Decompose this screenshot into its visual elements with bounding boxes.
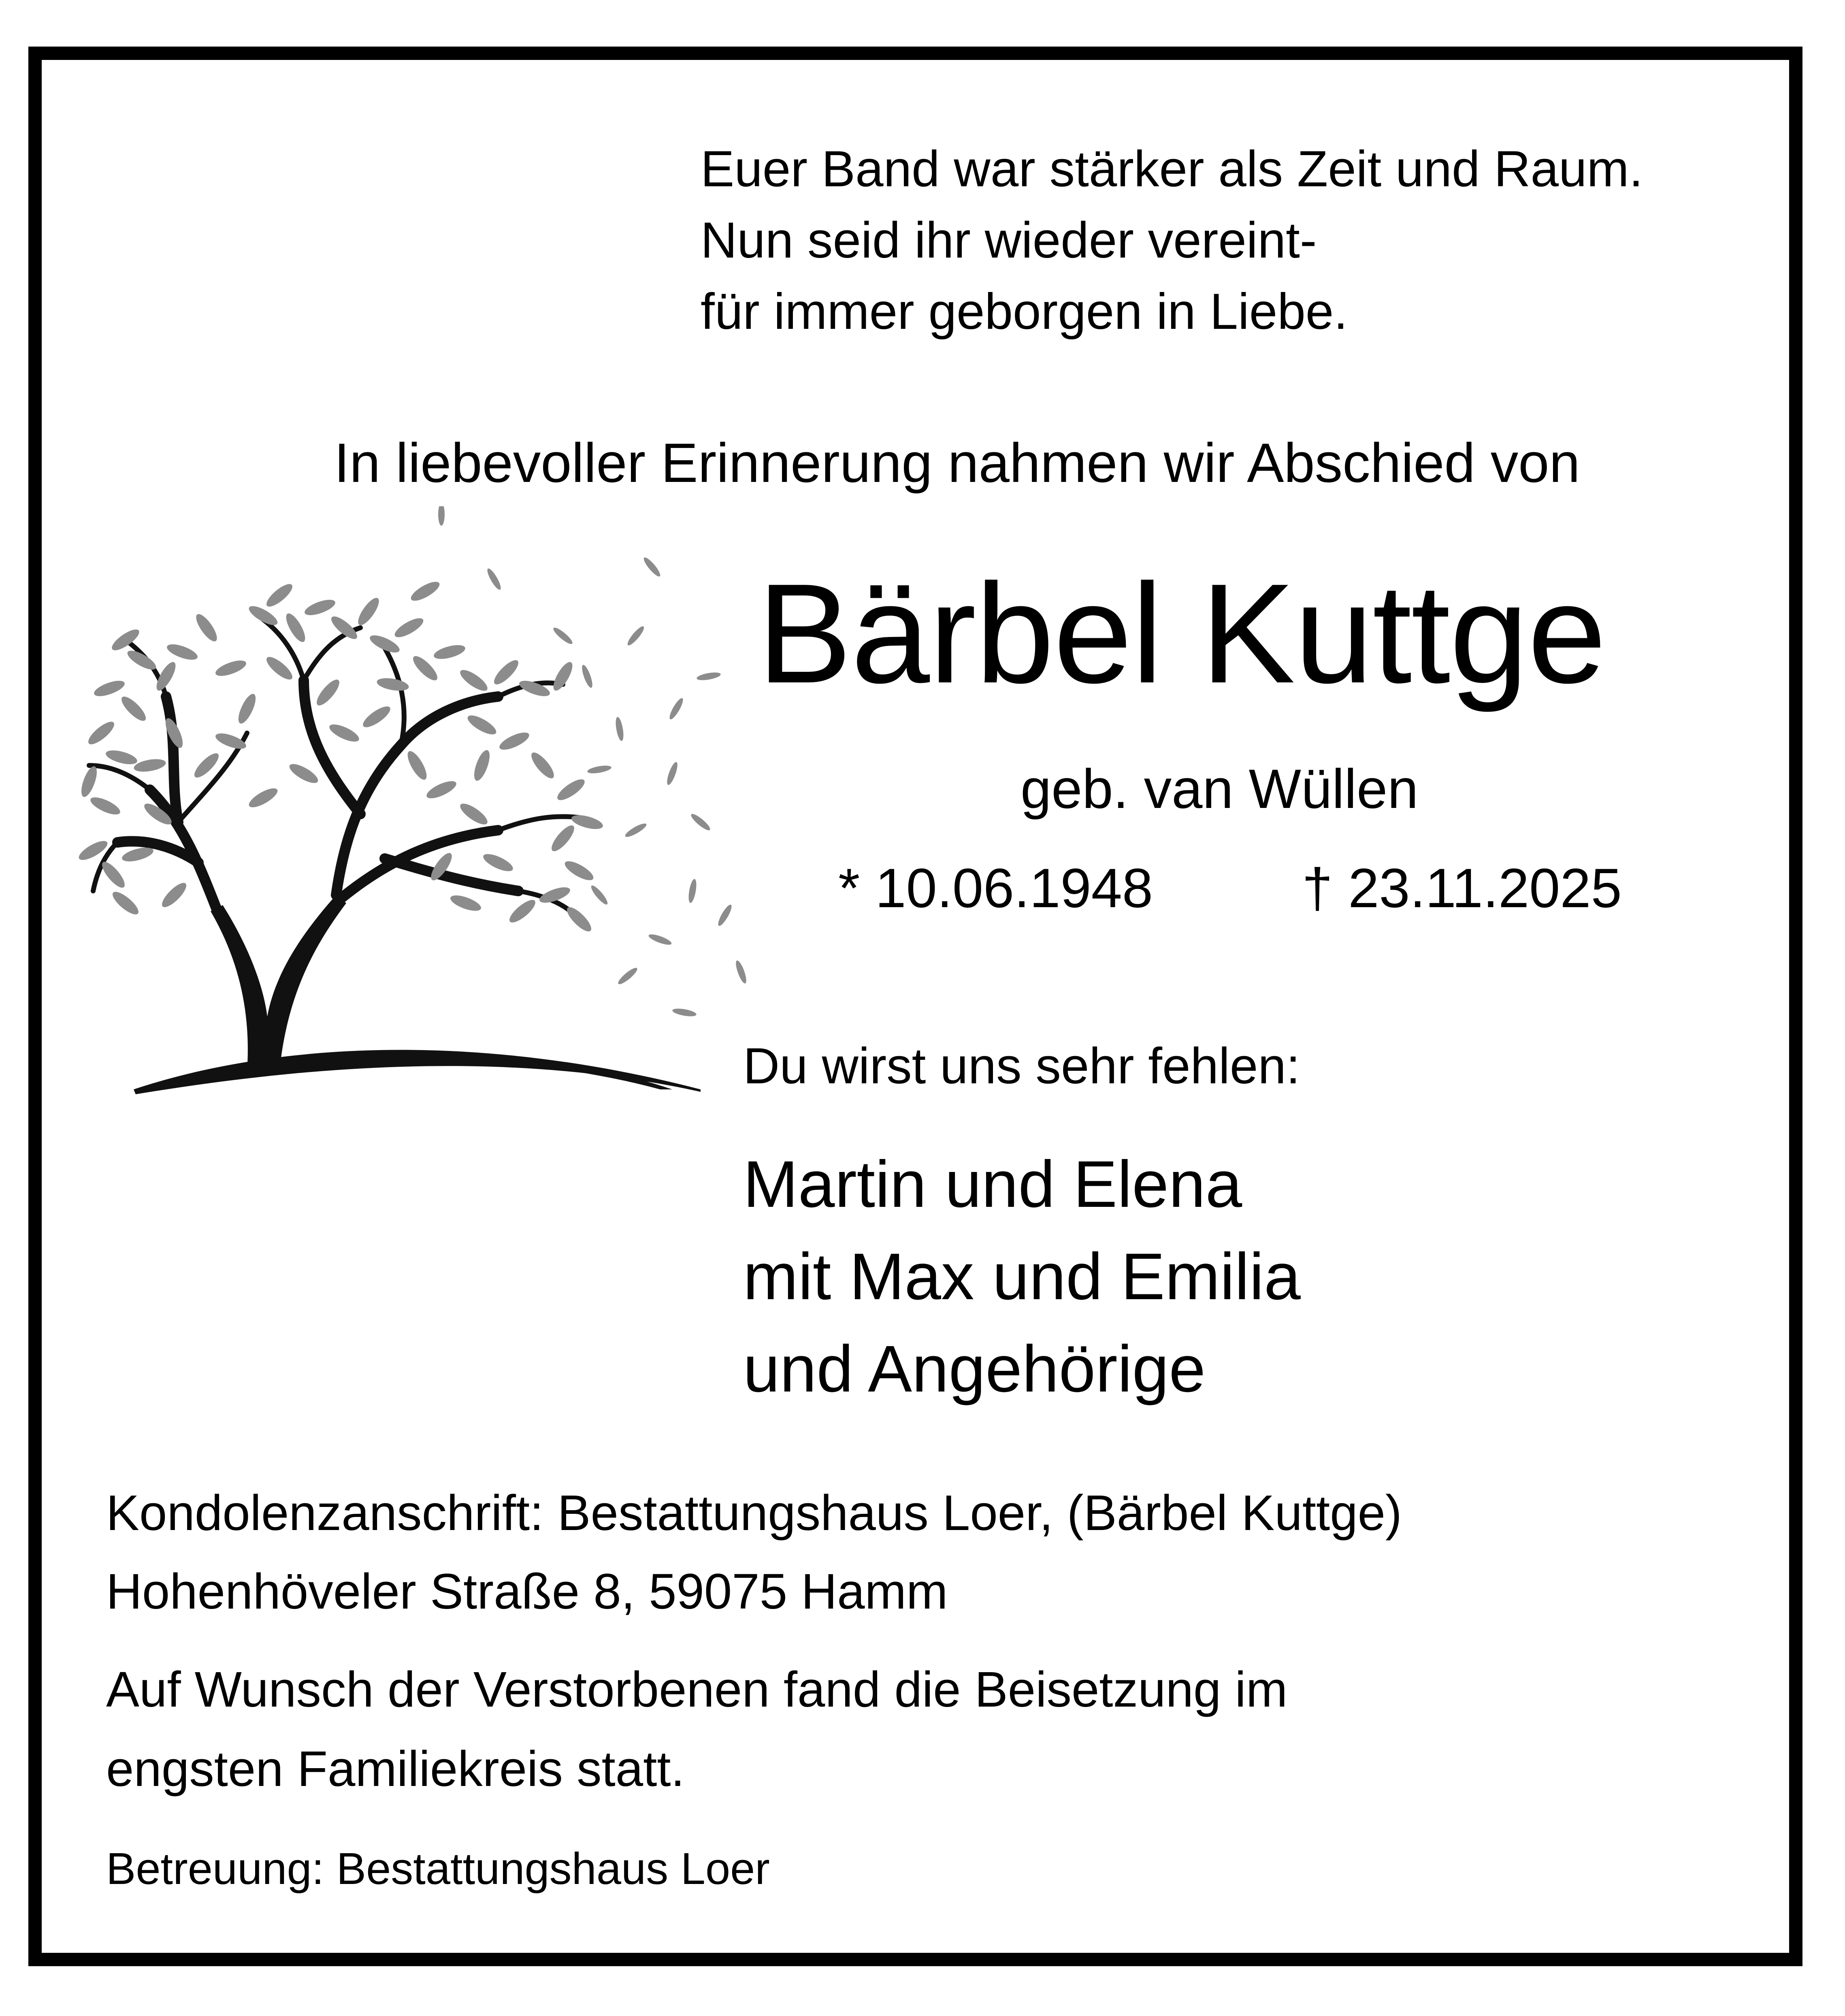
condolence-line-1: Kondolenzanschrift: Bestattungshaus Loer, (Bärbel Kuttge) [106, 1485, 1402, 1541]
condolence-line-2: Hohenhöveler Straße 8, 59075 Hamm [106, 1564, 948, 1620]
mourner-line-3: und Angehörige [743, 1332, 1206, 1406]
memorial-verse [701, 134, 1643, 347]
mourner-line-2: mit Max und Emilia [743, 1239, 1301, 1313]
deceased-name: Bärbel Kuttge [757, 554, 1606, 713]
mourner-line-1: Martin und Elena [743, 1147, 1242, 1221]
death-date: † 23.11.2025 [1302, 857, 1622, 919]
birth-date: * 10.06.1948 [838, 857, 1153, 919]
tree-with-falling-leaves-icon [77, 506, 757, 1114]
burial-note [106, 1650, 1287, 1809]
maiden-name: geb. van Wüllen [1021, 758, 1419, 820]
verse-line-1: Euer Band war stärker als Zeit und Raum. [701, 141, 1643, 197]
burial-note-line-2: engsten Familiekreis statt. [106, 1741, 685, 1797]
burial-note-line-1: Auf Wunsch der Verstorbenen fand die Beisetzung im [106, 1662, 1288, 1718]
mourners-list [743, 1138, 1301, 1415]
verse-line-2: Nun seid ihr wieder vereint- [701, 212, 1317, 269]
verse-line-3: für immer geborgen in Liebe. [701, 283, 1348, 340]
condolence-address [106, 1474, 1402, 1631]
intro-text: In liebevoller Erinnerung nahmen wir Abschied von [334, 432, 1580, 494]
mourners-heading: Du wirst uns sehr fehlen: [743, 1038, 1300, 1094]
funeral-home-credit: Betreuung: Bestattungshaus Loer [106, 1844, 770, 1894]
